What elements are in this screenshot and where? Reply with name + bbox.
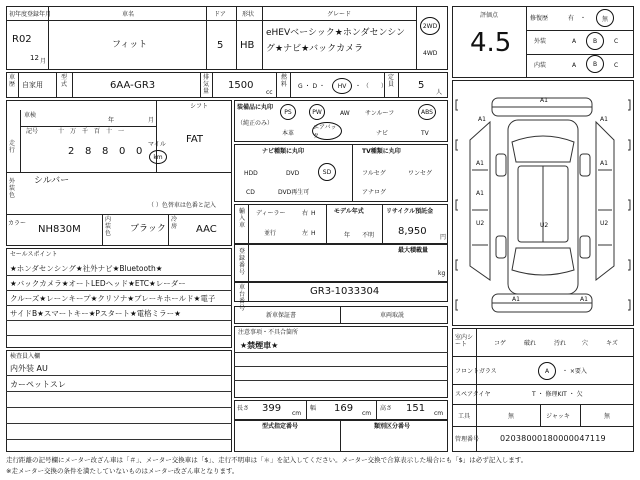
- fuel-paren: ・ （ ）: [355, 83, 387, 90]
- displacement: 1500: [228, 80, 254, 91]
- damage-left-4: U2: [476, 220, 485, 227]
- digit-3: 8: [102, 146, 109, 157]
- fuel-label: 燃料: [280, 74, 287, 88]
- width-label: 幅: [310, 405, 317, 412]
- class-label: 類別区分番号: [374, 423, 411, 430]
- windshield-x: ・ ×要入: [562, 368, 587, 375]
- ac-label: 冷房: [170, 216, 177, 230]
- mgmt-no: 02038000180000047119: [500, 434, 606, 443]
- height-label: 高さ: [380, 405, 393, 412]
- exterior-c: C: [614, 38, 619, 45]
- digit-4: 0: [119, 146, 126, 157]
- displacement-label: 排気量: [202, 74, 209, 95]
- fuel-hv-circle: HV: [332, 78, 352, 94]
- interior-a: A: [572, 62, 577, 69]
- length-label: 長さ: [237, 405, 250, 412]
- room-koge: コゲ: [494, 340, 507, 347]
- room-ana: 穴: [582, 340, 589, 347]
- repair-sep: ・: [580, 15, 587, 22]
- length-value: 399: [262, 403, 282, 414]
- length-cm: cm: [292, 410, 302, 417]
- equip-pw: PW: [309, 104, 325, 120]
- interior-color: ブラック: [130, 224, 166, 234]
- recycle-yen: 円: [440, 234, 447, 241]
- chassis-no: GR3-1033304: [310, 286, 380, 297]
- exterior-label: 外装: [534, 38, 547, 45]
- import-left-h: H: [311, 230, 316, 237]
- first-reg-label: 初年度登録年月: [9, 11, 52, 18]
- color-note: （ ）色替車は色番と記入: [148, 202, 216, 209]
- notes-text: ★禁煙車★: [240, 341, 279, 350]
- year-label: 年: [108, 117, 115, 124]
- damage-rear-1: A1: [512, 296, 520, 303]
- exterior-a: A: [572, 38, 577, 45]
- damage-center: U2: [540, 222, 549, 229]
- model-year-label: モデル年式: [334, 208, 364, 215]
- tv-fullseg: フルセグ: [362, 170, 386, 177]
- equip-tv: TV: [421, 130, 429, 137]
- reg-label: 登録番号: [238, 248, 245, 276]
- footer-note-2: ※走メーター交換の条件を満たしていないものはメーター改ざん車となります。: [6, 467, 239, 475]
- damage-left-3: A1: [476, 190, 484, 197]
- shift-value: FAT: [186, 134, 204, 145]
- interior-color-label: 内装色: [104, 216, 111, 237]
- width-cm: cm: [362, 410, 372, 417]
- inspector-line-1: 内外装 AU: [10, 364, 48, 373]
- equipment-title: 装備品に丸印: [237, 104, 274, 111]
- room-yabure: 破れ: [524, 340, 537, 347]
- color-code: NH830M: [38, 224, 81, 235]
- traveled-label: 走行: [8, 140, 15, 154]
- nav-hdd: HDD: [244, 170, 258, 177]
- sales-point-1: ★ホンダセンシング★社外ナビ★Bluetooth★: [10, 264, 163, 273]
- equip-aw: AW: [340, 110, 350, 117]
- inspector-line-2: カーペットスレ: [10, 380, 66, 389]
- import-right-h: H: [311, 210, 316, 217]
- grade-label: グレード: [327, 11, 352, 18]
- damage-left-2: A1: [476, 160, 484, 167]
- recycle-label: リサイクル預託金: [386, 208, 434, 215]
- shift-label: シフト: [190, 103, 209, 110]
- damage-front: A1: [540, 97, 548, 104]
- repair-label: 修復歴: [530, 15, 549, 22]
- tv-oneseg: ワンセグ: [408, 170, 433, 177]
- model-year-unknown: 不明: [362, 232, 375, 239]
- type-cert-label: 型式指定番号: [262, 423, 299, 430]
- km-circle: km: [149, 150, 167, 164]
- warranty-new: 新車保証書: [266, 312, 297, 319]
- windshield-a-circle: A: [538, 362, 556, 380]
- equip-sunroof: サンルーフ: [365, 110, 395, 117]
- height-value: 151: [406, 403, 426, 414]
- room-label: 室内シート: [455, 334, 474, 348]
- color-code-label: カラー: [8, 220, 27, 227]
- doors-label: ドア: [214, 11, 226, 18]
- mile-label: マイル: [148, 141, 166, 148]
- tv-title: TV種類に丸印: [362, 148, 401, 155]
- import-parallel: 並行: [264, 230, 277, 237]
- footer-note-1: 走行距離の記号欄にメーター改ざん車は「＃」、メーター交換車は「$」、走行不明車は「＊」を記入してください。メーター交換で合算表示した場合にも「$」は必ず記入します。: [6, 456, 528, 464]
- model-label: 型式: [60, 74, 67, 88]
- damage-rear-2: A1: [580, 296, 588, 303]
- tools-label: 工具: [458, 413, 471, 420]
- cc-unit: cc: [266, 89, 273, 96]
- capacity-label: 定員: [387, 74, 394, 88]
- nav-title: ナビ種類に丸印: [262, 148, 305, 155]
- equip-navi: ナビ: [376, 130, 389, 137]
- damage-right-2: A1: [600, 160, 608, 167]
- room-yogore: 汚れ: [554, 340, 567, 347]
- sales-points-title: セールスポイント: [10, 251, 58, 258]
- first-reg-era: R02: [12, 34, 32, 45]
- equip-ps: PS: [280, 104, 296, 120]
- doors: 5: [217, 40, 224, 51]
- equip-abs: ABS: [418, 104, 436, 120]
- import-right: 右: [302, 210, 309, 217]
- damage-left-1: A1: [478, 116, 486, 123]
- recycle-value: 8,950: [398, 226, 427, 237]
- equipment-subtitle: （純正のみ）: [237, 120, 274, 127]
- inspector-title: 検査員入欄: [10, 353, 41, 360]
- equip-airbag: エアバック: [312, 122, 342, 140]
- capacity: 5: [418, 80, 425, 91]
- car-name: フィット: [112, 40, 148, 50]
- digits-label: 十 万 千 百 十 一: [58, 128, 125, 135]
- sales-point-2: ★バックカメラ★オートLEDヘッド★ETC★レーダー: [10, 279, 186, 288]
- score-label: 評価点: [480, 12, 499, 19]
- model: 6AA-GR3: [110, 80, 156, 91]
- fuel-options: G ・ D ・: [298, 83, 325, 90]
- height-cm: cm: [434, 410, 444, 417]
- equip-leather: 本革: [282, 130, 295, 137]
- width-value: 169: [334, 403, 354, 414]
- repair-no-circle: 無: [596, 9, 614, 27]
- car-name-label: 車名: [122, 11, 135, 18]
- usage: 自家用: [22, 81, 43, 89]
- sales-point-3: クルーズ★レーンキープ★クリソナ★ブレーキホールド★電子: [10, 294, 216, 303]
- import-dealer: ディーラー: [256, 210, 286, 217]
- room-kizu: キズ: [606, 340, 618, 347]
- tv-analog: アナログ: [362, 189, 387, 196]
- chassis-no-label: 車台番号: [238, 284, 245, 312]
- score-value: 4.5: [470, 28, 512, 58]
- nav-dvd: DVD: [286, 170, 300, 177]
- grade-line1: eHEVベーシック★ホンダセンシン: [266, 28, 406, 38]
- import-left: 左: [302, 230, 309, 237]
- jack-value: 無: [604, 413, 611, 420]
- ac-value: AAC: [196, 224, 217, 235]
- repair-yes: 有: [568, 15, 575, 22]
- nav-dvd-play: DVD再生可: [278, 189, 310, 196]
- interior-label: 内装: [534, 62, 547, 69]
- month-unit: 月: [40, 58, 47, 65]
- import-label: 輸入車: [238, 208, 245, 229]
- tools-value: 無: [508, 413, 515, 420]
- windshield-label: フロントガラス: [455, 368, 497, 375]
- drive-4wd: 4WD: [423, 50, 438, 57]
- digit-2: 8: [85, 146, 92, 157]
- spare-items: T ・ 修理KIT ・ 欠: [532, 391, 583, 398]
- sales-point-4: サイドB★スマートキー★Pスタート★電格ミラー★: [10, 309, 181, 318]
- digit-5: 0: [136, 146, 143, 157]
- exterior-b-circle: B: [586, 32, 604, 50]
- color-label: 外装色: [8, 178, 15, 199]
- first-reg-month: 12: [30, 54, 39, 62]
- model-year-unit: 年: [344, 232, 351, 239]
- max-load-kg: kg: [438, 270, 446, 277]
- shape-label: 形状: [242, 11, 255, 18]
- notes-block: [234, 326, 448, 398]
- damage-right-1: A1: [600, 116, 608, 123]
- shape: HB: [240, 40, 255, 51]
- interior-b-circle: B: [586, 55, 604, 73]
- month-label: 月: [148, 117, 155, 124]
- nav-sd: SD: [318, 163, 336, 181]
- chassis-label: 車歴: [8, 74, 15, 88]
- digit-1: 2: [68, 146, 75, 157]
- jack-label: ジャッキ: [546, 413, 570, 420]
- spare-label: スペアタイヤ: [455, 391, 491, 398]
- color-value: シルバー: [34, 176, 70, 186]
- nav-cd: CD: [246, 189, 255, 196]
- mgmt-label: 管理番号: [455, 436, 480, 443]
- interior-c: C: [614, 62, 619, 69]
- damage-right-4: U2: [600, 220, 609, 227]
- vehicle-inspection-label: 車検: [24, 112, 37, 119]
- notes-title: 注意事項・不具合箇所: [238, 329, 299, 336]
- max-load-label: 最大積載量: [398, 247, 429, 254]
- capacity-unit: 人: [436, 89, 443, 96]
- grade-line2: グ★ナビ★バックカメラ: [266, 44, 364, 54]
- warranty-manual: 車両取説: [380, 312, 405, 319]
- drive-2wd-circle: 2WD: [420, 17, 440, 35]
- record-label: 記号: [26, 128, 39, 135]
